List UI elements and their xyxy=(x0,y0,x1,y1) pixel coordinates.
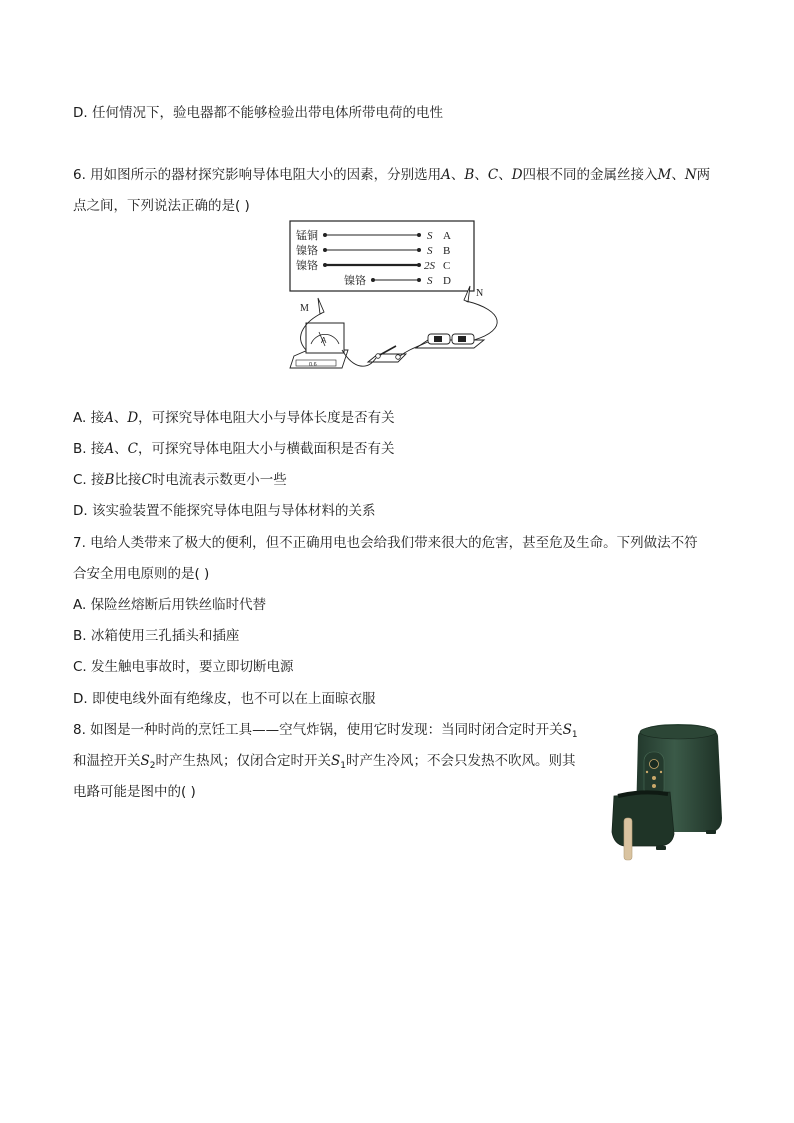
circuit-figure xyxy=(288,220,510,378)
q8-stem-line3: 电路可能是图中的( ) xyxy=(73,784,196,800)
q5-option-d: D. 任何情况下，验电器都不能够检验出带电体所带电荷的电性 xyxy=(73,105,443,121)
q7-option-d: D. 即使电线外面有绝缘皮，也不可以在上面晾衣服 xyxy=(73,691,376,707)
row-letter-c: C xyxy=(443,260,451,272)
q7-option-c: C. 发生触电事故时，要立即切断电源 xyxy=(73,659,294,675)
wire-label: B xyxy=(464,167,475,183)
q7-stem-line2: 合安全用电原则的是( ) xyxy=(73,566,210,582)
q6-option-d: D. 该实验装置不能探究导体电阻与导体材料的关系 xyxy=(73,503,376,519)
row-letter-d: D xyxy=(443,275,451,287)
svg-text:0.6: 0.6 xyxy=(309,362,317,368)
q6-stem-line1: 6. 用如图所示的器材探究影响导体电阻大小的因素，分别选用A、B、C、D四根不同的金属丝接入M、N两 xyxy=(73,167,711,183)
air-fryer-image xyxy=(608,722,726,864)
q6-option-a: A. 接A、D，可探究导体电阻大小与导体长度是否有关 xyxy=(73,410,395,426)
material-label-a: 锰铜 xyxy=(296,230,318,242)
area-label-b: S xyxy=(427,245,433,257)
material-label-b: 镍铬 xyxy=(296,245,318,257)
area-label-d: S xyxy=(427,275,433,287)
area-label-c: 2S xyxy=(424,260,435,272)
battery-icon xyxy=(416,334,484,348)
row-letter-b: B xyxy=(443,245,451,257)
wire-label: A xyxy=(441,167,451,183)
clip-n xyxy=(464,286,470,302)
q6-option-b: B. 接A、C，可探究导体电阻大小与横截面积是否有关 xyxy=(73,441,395,457)
wire-label: D xyxy=(511,167,523,183)
q7-option-b: B. 冰箱使用三孔插头和插座 xyxy=(73,628,240,644)
clip-label-n: N xyxy=(476,288,484,299)
material-label-c: 镍铬 xyxy=(296,260,318,272)
switch-icon xyxy=(368,346,406,362)
clip-label-m: M xyxy=(300,303,309,314)
q8-stem-line1: 8. 如图是一种时尚的烹饪工具——空气炸锅，使用它时发现：当同时闭合定时开关$S_1$ xyxy=(73,722,578,740)
svg-text:A: A xyxy=(321,336,327,345)
q7-option-a: A. 保险丝熔断后用铁丝临时代替 xyxy=(73,597,267,613)
row-letter-a: A xyxy=(443,230,451,242)
area-label-a: S xyxy=(427,230,433,242)
q6-option-c: C. 接B比接C时电流表示数更小一些 xyxy=(73,472,287,488)
q6-stem-line2: 点之间，下列说法正确的是( ) xyxy=(73,198,250,214)
clip-m xyxy=(318,298,324,314)
material-label-d: 镍铬 xyxy=(344,275,366,287)
ammeter-icon xyxy=(290,323,348,368)
q8-stem-line2: 和温控开关$S_2$时产生热风；仅闭合定时开关$S_1$时产生冷风；不会只发热不吹风。则其 xyxy=(73,753,576,771)
q7-stem-line1: 7. 电给人类带来了极大的便利，但不正确用电也会给我们带来很大的危害，甚至危及生命。下列做法不符 xyxy=(73,535,698,551)
wire-label: C xyxy=(487,167,499,183)
